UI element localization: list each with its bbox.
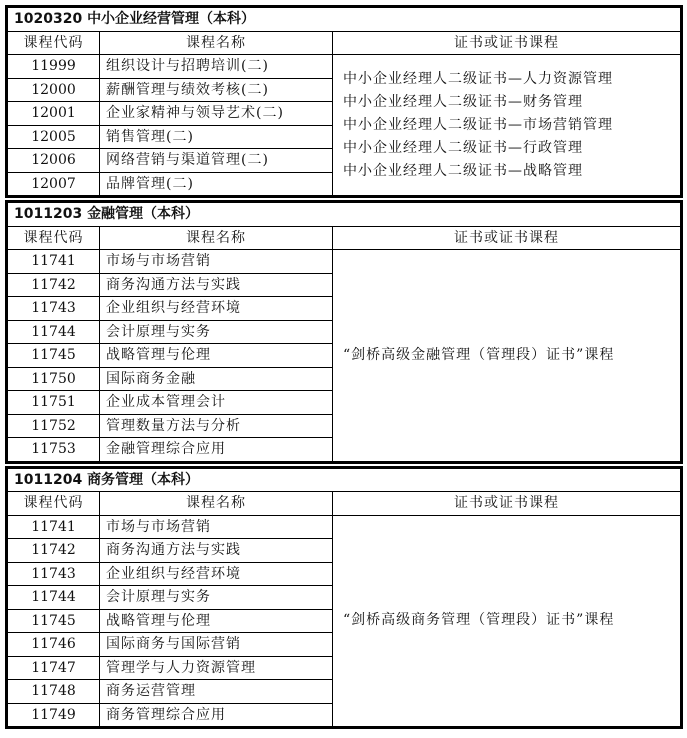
course-code: 12007 — [8, 172, 100, 196]
course-name: 销售管理(二) — [100, 125, 333, 149]
course-code: 12000 — [8, 78, 100, 102]
program-table — [7, 7, 681, 196]
program-section — [5, 466, 683, 730]
course-code: 11743 — [8, 562, 100, 586]
header-certificate: 证书或证书课程 — [333, 492, 681, 516]
certificate-name: 中小企业经理人二级证书—人力资源管理 — [343, 70, 613, 87]
course-name: 国际商务金融 — [100, 367, 333, 391]
course-name: 品牌管理(二) — [100, 172, 333, 196]
certificate-name: 中小企业经理人二级证书—财务管理 — [343, 93, 583, 110]
certificate-name: 中小企业经理人二级证书—行政管理 — [343, 139, 583, 156]
course-name: 组织设计与招聘培训(二) — [100, 55, 333, 79]
certificate-cell — [333, 250, 681, 462]
course-code: 11750 — [8, 367, 100, 391]
course-code: 11747 — [8, 656, 100, 680]
course-code: 11751 — [8, 391, 100, 415]
certificate-name: “剑桥高级金融管理（管理段）证书”课程 — [343, 346, 615, 363]
course-name: 薪酬管理与绩效考核(二) — [100, 78, 333, 102]
course-code: 11749 — [8, 703, 100, 727]
program-table — [7, 468, 681, 728]
header-certificate: 证书或证书课程 — [333, 226, 681, 250]
header-course-name: 课程名称 — [100, 492, 333, 516]
course-name: 商务运营管理 — [100, 680, 333, 704]
table-row — [8, 250, 681, 274]
course-code: 11748 — [8, 680, 100, 704]
certificate-cell — [333, 55, 681, 196]
program-table — [7, 202, 681, 462]
header-course-code: 课程代码 — [8, 492, 100, 516]
course-code: 12006 — [8, 149, 100, 173]
course-name: 战略管理与伦理 — [100, 609, 333, 633]
course-name: 管理数量方法与分析 — [100, 414, 333, 438]
course-code: 11742 — [8, 273, 100, 297]
course-code: 11742 — [8, 539, 100, 563]
course-name: 企业组织与经营环境 — [100, 562, 333, 586]
course-code: 11753 — [8, 438, 100, 462]
course-code: 12005 — [8, 125, 100, 149]
program-section — [5, 5, 683, 198]
course-name: 会计原理与实务 — [100, 586, 333, 610]
header-certificate: 证书或证书课程 — [333, 31, 681, 55]
course-code: 11741 — [8, 515, 100, 539]
course-name: 市场与市场营销 — [100, 515, 333, 539]
course-name: 市场与市场营销 — [100, 250, 333, 274]
header-course-code: 课程代码 — [8, 226, 100, 250]
course-name: 商务沟通方法与实践 — [100, 273, 333, 297]
course-tables — [5, 5, 683, 731]
table-row — [8, 515, 681, 539]
header-course-code: 课程代码 — [8, 31, 100, 55]
course-code: 11744 — [8, 586, 100, 610]
course-name: 企业组织与经营环境 — [100, 297, 333, 321]
program-title: 1011204 商务管理（本科） — [8, 468, 681, 492]
program-title: 1020320 中小企业经营管理（本科） — [8, 8, 681, 32]
course-name: 商务沟通方法与实践 — [100, 539, 333, 563]
course-name: 战略管理与伦理 — [100, 344, 333, 368]
certificate-name: “剑桥高级商务管理（管理段）证书”课程 — [343, 612, 615, 629]
table-row — [8, 55, 681, 79]
course-code: 11752 — [8, 414, 100, 438]
course-code: 11741 — [8, 250, 100, 274]
course-code: 11999 — [8, 55, 100, 79]
course-name: 会计原理与实务 — [100, 320, 333, 344]
header-course-name: 课程名称 — [100, 31, 333, 55]
course-name: 网络营销与渠道管理(二) — [100, 149, 333, 173]
certificate-name: 中小企业经理人二级证书—战略管理 — [343, 162, 583, 179]
course-code: 11743 — [8, 297, 100, 321]
course-code: 11746 — [8, 633, 100, 657]
header-course-name: 课程名称 — [100, 226, 333, 250]
course-name: 企业成本管理会计 — [100, 391, 333, 415]
course-code: 11745 — [8, 609, 100, 633]
course-name: 企业家精神与领导艺术(二) — [100, 102, 333, 126]
course-name: 金融管理综合应用 — [100, 438, 333, 462]
program-title: 1011203 金融管理（本科） — [8, 203, 681, 227]
certificate-name: 中小企业经理人二级证书—市场营销管理 — [343, 116, 613, 133]
course-code: 12001 — [8, 102, 100, 126]
course-name: 管理学与人力资源管理 — [100, 656, 333, 680]
course-name: 国际商务与国际营销 — [100, 633, 333, 657]
course-name: 商务管理综合应用 — [100, 703, 333, 727]
certificate-cell — [333, 515, 681, 727]
course-code: 11745 — [8, 344, 100, 368]
program-section — [5, 200, 683, 464]
course-code: 11744 — [8, 320, 100, 344]
